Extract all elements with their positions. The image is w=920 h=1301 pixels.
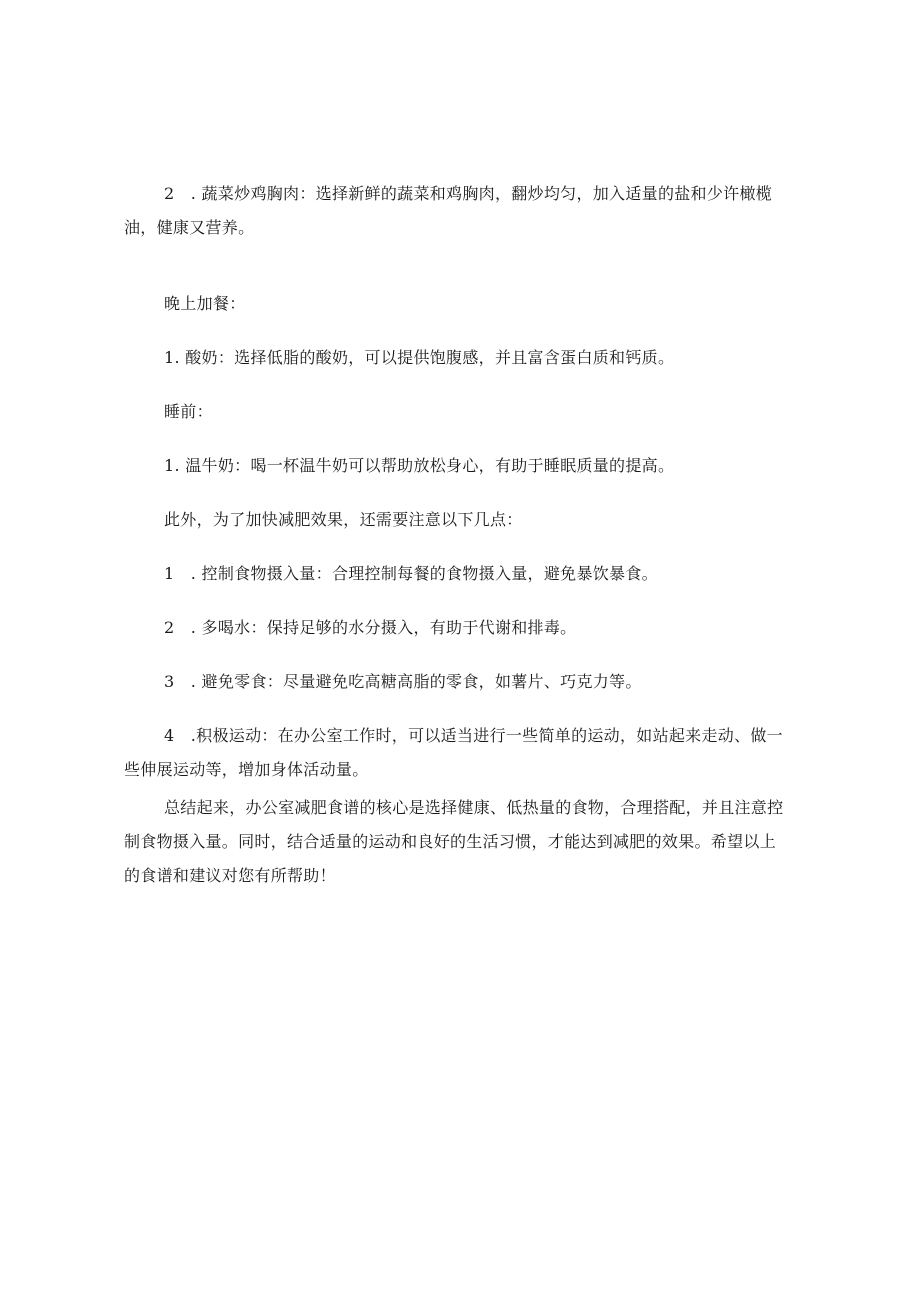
- list-item-control-intake: 1 . 控制食物摄入量：合理控制每餐的食物摄入量，避免暴饮暴食。: [164, 564, 658, 583]
- list-item-avoid-snacks: 3 . 避免零食：尽量避免吃高糖高脂的零食，如薯片、巧克力等。: [164, 672, 642, 691]
- heading-evening-snack: 晚上加餐：: [164, 294, 246, 313]
- heading-before-bed: 睡前：: [164, 402, 213, 421]
- paragraph-vegetable-chicken: 2 . 蔬菜炒鸡胸肉：选择新鲜的蔬菜和鸡胸肉，翻炒均匀，加入适量的盐和少许橄榄油，健康又营养。: [124, 184, 773, 237]
- paragraph-conclusion: 总结起来，办公室减肥食谱的核心是选择健康、低热量的食物，合理搭配，并且注意控制食物摄入量。同时，结合适量的运动和良好的生活习惯，才能达到减肥的效果。希望以上的食谱和建议对您有所帮助！: [124, 798, 784, 885]
- list-item-drink-water: 2 . 多喝水：保持足够的水分摄入，有助于代谢和排毒。: [164, 618, 577, 637]
- paragraph-additional-tips-intro: 此外，为了加快减肥效果，还需要注意以下几点：: [164, 510, 523, 529]
- paragraph-yogurt: 1. 酸奶：选择低脂的酸奶，可以提供饱腹感，并且富含蛋白质和钙质。: [164, 348, 675, 367]
- list-item-exercise: 4 .积极运动：在办公室工作时，可以适当进行一些简单的运动，如站起来走动、做一些伸展运动等，增加身体活动量。: [124, 726, 783, 779]
- paragraph-warm-milk: 1. 温牛奶：喝一杯温牛奶可以帮助放松身心，有助于睡眠质量的提高。: [164, 456, 675, 475]
